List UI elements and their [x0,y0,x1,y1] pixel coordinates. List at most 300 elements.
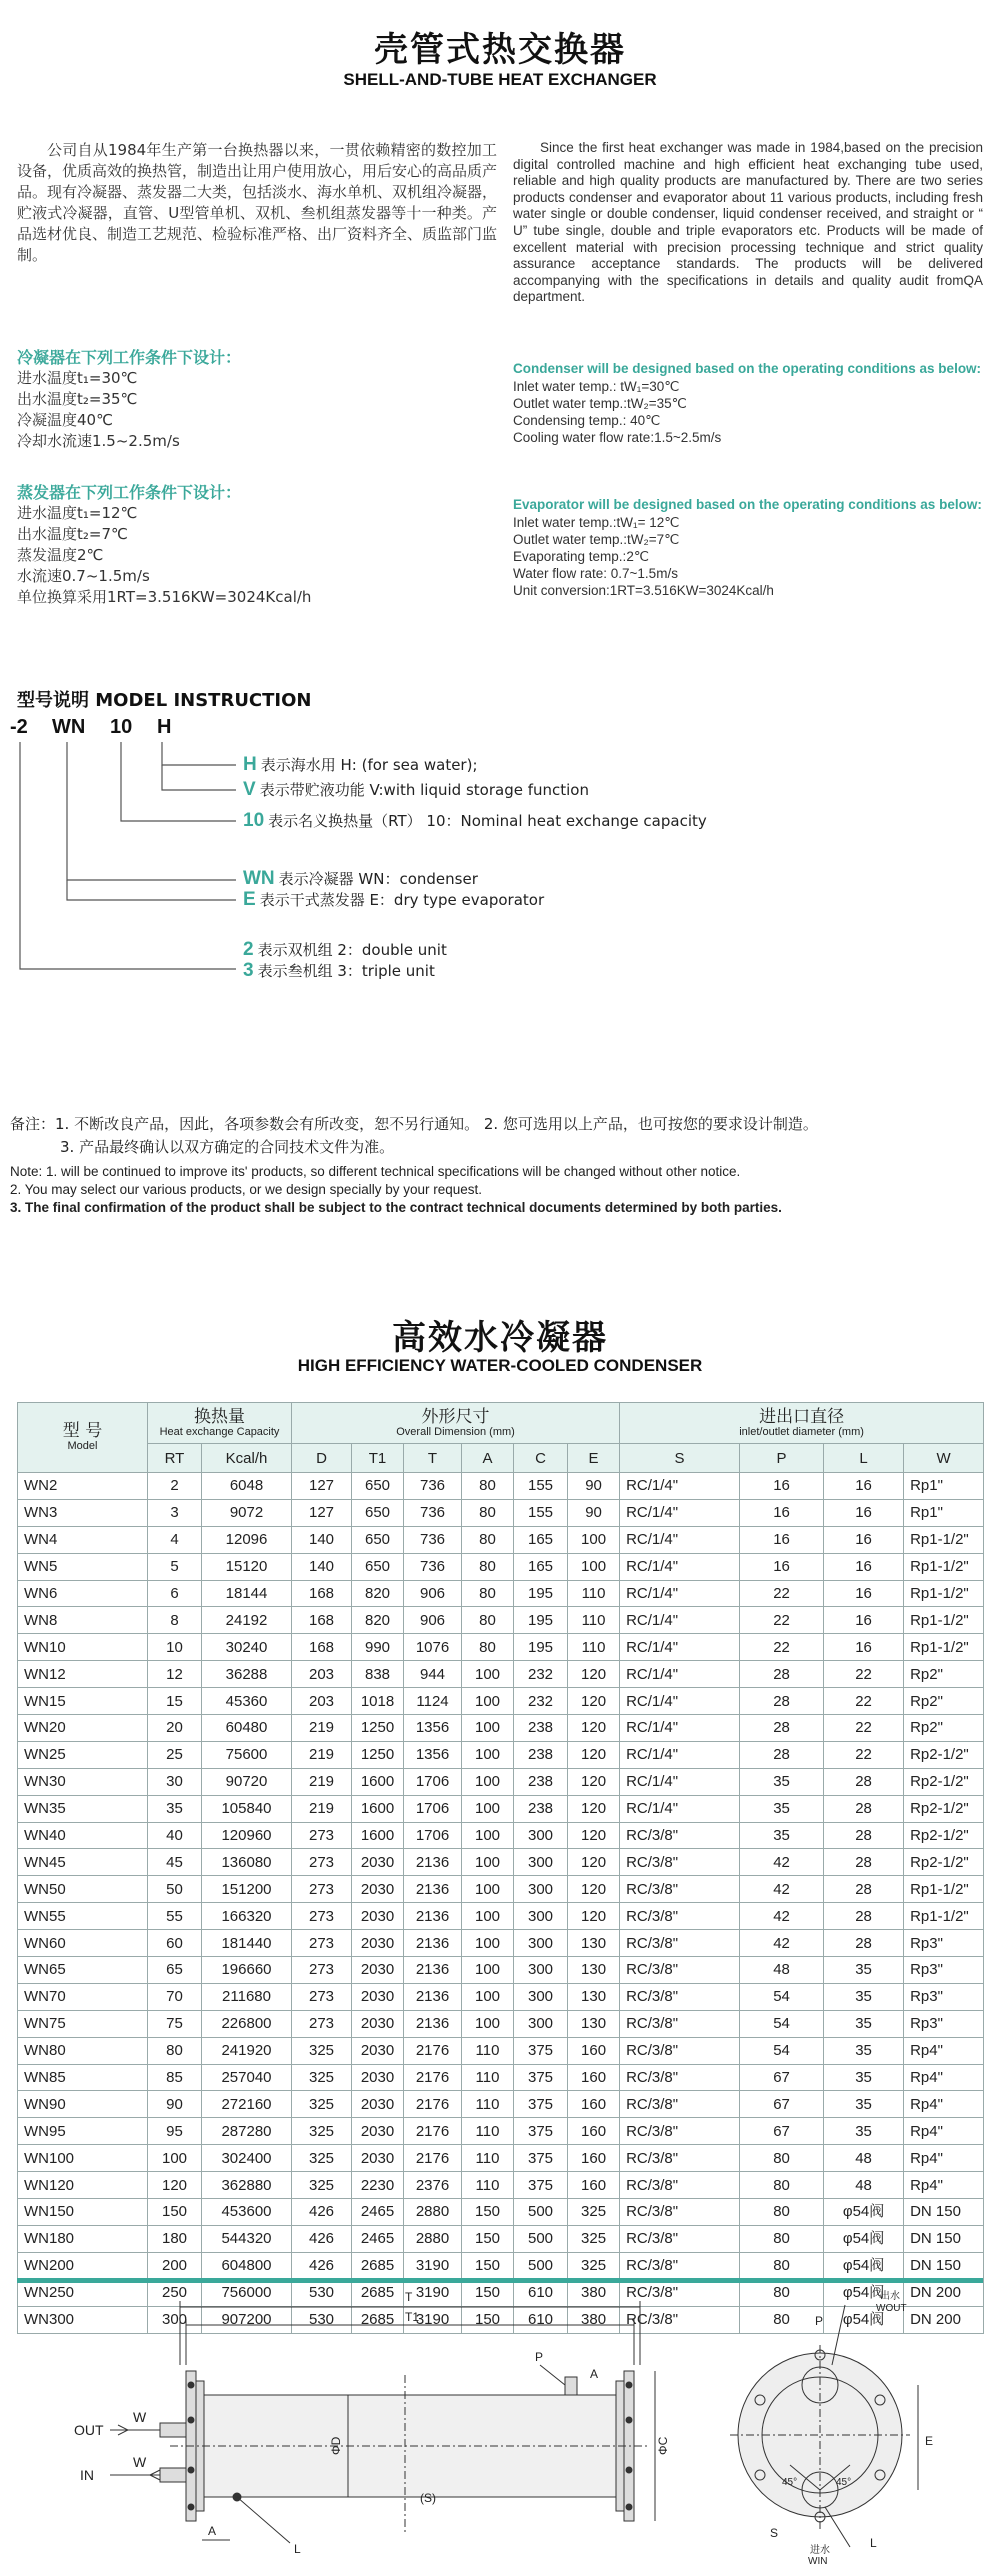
end-label-in-en: WIN [808,2556,828,2566]
out-label: OUT [74,2422,104,2438]
model-cell: WN85 [18,2064,148,2091]
legend-text: 表示冷凝器 WN：condenser [278,870,478,888]
table-cell: 80 [462,1473,514,1500]
model-cell: WN300 [18,2306,148,2333]
table-cell: DN 150 [904,2225,984,2252]
table-cell: 2376 [404,2172,462,2199]
table-cell: 238 [514,1741,568,1768]
table-cell: 226800 [202,2010,292,2037]
table-cell: 130 [568,1957,620,1984]
table-cell: Rp3" [904,1957,984,1984]
table-cell: 127 [292,1473,352,1500]
condition-line: Inlet water temp.: tW₁=30℃ [513,379,680,394]
table-cell: 100 [462,1903,514,1930]
table-cell: 736 [404,1526,462,1553]
table-cell: 375 [514,2037,568,2064]
table-cell: 9072 [202,1499,292,1526]
column-header: T1 [352,1444,404,1473]
table-cell: 2176 [404,2145,462,2172]
table-cell: RC/3/8" [620,2252,740,2279]
header-model-cn: 型 号 [62,1421,103,1441]
table-cell: RC/1/4" [620,1715,740,1742]
table-cell: 80 [740,2199,824,2226]
table-cell: RC/3/8" [620,1957,740,1984]
note-en-3: 3. The final confirmation of the product shall be subject to the contract technical documents determined by both parties. [10,1200,782,1215]
table-cell: RC/3/8" [620,1983,740,2010]
table-cell: 35 [740,1795,824,1822]
table-cell: 24192 [202,1607,292,1634]
column-header: A [462,1444,514,1473]
table-cell: 4 [148,1526,202,1553]
table-cell: 120 [568,1715,620,1742]
end-label-p: P [815,2314,824,2328]
column-header: C [514,1444,568,1473]
table-cell: 100 [462,1768,514,1795]
model-cell: WN25 [18,1741,148,1768]
model-cell: WN6 [18,1580,148,1607]
table-cell: 250 [148,2279,202,2306]
table-cell: 110 [568,1634,620,1661]
table-cell: 200 [148,2252,202,2279]
model-code-type: WN [52,716,86,738]
model-cell: WN200 [18,2252,148,2279]
table-cell: 12 [148,1661,202,1688]
table-cell: Rp2" [904,1688,984,1715]
table-cell: 195 [514,1607,568,1634]
end-label-angle-right: 45° [836,2477,852,2488]
table-cell: 375 [514,2145,568,2172]
table-cell: RC/1/4" [620,1607,740,1634]
table-cell: 500 [514,2199,568,2226]
table-cell: RC/3/8" [620,1930,740,1957]
table-cell: 100 [462,1688,514,1715]
model-cell: WN100 [18,2145,148,2172]
column-header: L [824,1444,904,1473]
table-cell: 2030 [352,2064,404,2091]
table-cell: Rp1-1/2" [904,1553,984,1580]
model-cell: WN4 [18,1526,148,1553]
table-cell: 67 [740,2064,824,2091]
table-cell: 155 [514,1473,568,1500]
table-row [18,1688,984,1715]
table-cell: RC/3/8" [620,2279,740,2306]
table-cell: 35 [824,2064,904,2091]
table-cell: 28 [824,1876,904,1903]
table-row [18,2225,984,2252]
table-cell: 2136 [404,1876,462,1903]
condition-line: Evaporating temp.:2℃ [513,549,649,564]
legend-key: 2 [243,939,254,960]
table-cell: Rp2-1/2" [904,1795,984,1822]
table-cell: 75600 [202,1741,292,1768]
table-cell: RC/3/8" [620,2172,740,2199]
table-cell: 2030 [352,1930,404,1957]
legend-key: V [243,779,256,800]
table-cell: 287280 [202,2118,292,2145]
legend-row-wn [243,868,478,890]
table-cell: 120 [568,1741,620,1768]
end-label-angle-left: 45° [782,2477,798,2488]
table-cell: 75 [148,2010,202,2037]
table-cell: 35 [740,1768,824,1795]
table-cell: Rp1" [904,1499,984,1526]
header-diameter-cn: 进出口直径 [759,1406,845,1427]
column-header: D [292,1444,352,1473]
table-cell: DN 150 [904,2252,984,2279]
table-cell: 90720 [202,1768,292,1795]
table-cell: 2030 [352,1903,404,1930]
table-cell: 302400 [202,2145,292,2172]
table-row [18,1715,984,1742]
table-cell: Rp1-1/2" [904,1903,984,1930]
table-cell: 3190 [404,2306,462,2333]
legend-text: 表示叁机组 3：triple unit [257,962,435,980]
table-cell: 16 [740,1526,824,1553]
note-en-2: 2. You may select our various products, or we design specially by your request. [10,1182,482,1197]
table-cell: 160 [568,2118,620,2145]
condition-line: 冷却水流速1.5~2.5m/s [17,432,180,450]
table-cell: 35 [824,2118,904,2145]
legend-row-triple [243,960,435,982]
table-cell: RC/1/4" [620,1795,740,1822]
table-cell: 219 [292,1715,352,1742]
table-cell: Rp4" [904,2145,984,2172]
table-cell: 1706 [404,1768,462,1795]
table-cell: 150 [462,2225,514,2252]
table-cell: RC/3/8" [620,2091,740,2118]
condition-line: Unit conversion:1RT=3.516KW=3024Kcal/h [513,583,774,598]
table-cell: Rp1-1/2" [904,1526,984,1553]
table-cell: Rp2-1/2" [904,1741,984,1768]
table-cell: Rp4" [904,2172,984,2199]
table-cell: 6 [148,1580,202,1607]
table-cell: 2465 [352,2225,404,2252]
section-title-en: HIGH EFFICIENCY WATER-COOLED CONDENSER [297,1356,703,1375]
table-cell: 2030 [352,2145,404,2172]
table-cell: 168 [292,1580,352,1607]
table-cell: 300 [514,1876,568,1903]
table-row [18,1661,984,1688]
table-cell: Rp3" [904,1983,984,2010]
table-cell: 325 [568,2252,620,2279]
table-cell: 120 [568,1795,620,1822]
table-cell: 820 [352,1607,404,1634]
table-cell: 530 [292,2279,352,2306]
table-row [18,2252,984,2279]
model-cell: WN10 [18,1634,148,1661]
table-cell: 325 [292,2118,352,2145]
table-cell: 2230 [352,2172,404,2199]
table-cell: 257040 [202,2064,292,2091]
evaporator-conditions-cn [17,480,311,608]
note-en-1: Note: 1. will be continued to improve its' products, so different technical specifications will be changed without other notice. [10,1164,741,1179]
model-cell: WN180 [18,2225,148,2252]
model-cell: WN30 [18,1768,148,1795]
table-row [18,1983,984,2010]
table-cell: Rp4" [904,2118,984,2145]
table-cell: 15120 [202,1553,292,1580]
table-cell: 380 [568,2279,620,2306]
table-cell: 325 [292,2172,352,2199]
table-row [18,2145,984,2172]
dim-label-d: ΦD [329,2436,343,2455]
table-cell: 650 [352,1526,404,1553]
legend-text: 表示海水用 H: (for sea water); [260,756,478,774]
end-label-l: L [870,2536,877,2550]
condenser-conditions-cn [17,345,241,452]
table-cell: 35 [824,2037,904,2064]
condenser-diagram [0,2285,1000,2566]
note-cn-1: 备注：1. 不断改良产品，因此，各项参数会有所改变，恕不另行通知。 2. 您可选用以上产品，也可按您的要求设计制造。 [10,1115,818,1133]
table-cell: 6048 [202,1473,292,1500]
table-cell: 90 [568,1473,620,1500]
table-cell: 80 [462,1553,514,1580]
table-cell: 180 [148,2225,202,2252]
dim-label-s: (S) [420,2491,436,2505]
column-header: P [740,1444,824,1473]
w-label-out: W [133,2409,147,2425]
model-leader-lines [0,740,260,980]
dim-label-l: L [294,2542,301,2556]
table-row [18,1795,984,1822]
evaporator-conditions-en [513,496,983,599]
table-cell: 2030 [352,1849,404,1876]
end-label-s: S [770,2526,779,2540]
end-label-out-en: WOUT [876,2303,907,2314]
table-cell: 16 [740,1499,824,1526]
table-cell: 2136 [404,2010,462,2037]
table-cell: RC/1/4" [620,1634,740,1661]
table-cell: 241920 [202,2037,292,2064]
table-cell: 1356 [404,1741,462,1768]
end-label-out-cn: 出水 [880,2291,900,2302]
table-cell: 544320 [202,2225,292,2252]
condenser-heading-cn: 冷凝器在下列工作条件下设计： [17,348,242,367]
table-cell: RC/1/4" [620,1768,740,1795]
table-cell: Rp4" [904,2037,984,2064]
table-cell: 67 [740,2091,824,2118]
table-cell: 16 [824,1553,904,1580]
section-title-cn: 高效水冷凝器 [392,1318,608,1358]
table-cell: 100 [462,1876,514,1903]
table-cell: 168 [292,1634,352,1661]
table-cell: 120 [568,1688,620,1715]
table-cell: 3190 [404,2252,462,2279]
condition-line: Outlet water temp.:tW₂=7℃ [513,532,680,547]
table-cell: 28 [824,1930,904,1957]
condenser-conditions-en [513,360,983,446]
table-cell: 272160 [202,2091,292,2118]
spec-table [17,1402,984,2334]
table-cell: 1600 [352,1795,404,1822]
table-cell: 55 [148,1903,202,1930]
table-cell: 25 [148,1741,202,1768]
table-cell: 325 [292,2037,352,2064]
table-cell: RC/1/4" [620,1661,740,1688]
table-cell: 35 [824,2010,904,2037]
condition-line: Cooling water flow rate:1.5~2.5m/s [513,430,722,445]
intro-cn: 公司自从1984年生产第一台换热器以来，一贯依赖精密的数控加工设备，优质高效的换热管，制造出让用户使用放心，用后安心的高品质产品。现有冷凝器、蒸发器二大类，包括淡水、海水单机、双机组冷凝器，贮液式冷凝器，直管、U型管单机、双机、叁机组蒸发器等十一种类。产品选材优良、制造工艺规范、检验标准严格、出厂资料齐全、质监部门监制。 [17,141,498,264]
table-cell: 100 [462,1715,514,1742]
table-cell: 80 [740,2306,824,2333]
legend-key: WN [243,868,275,889]
table-cell: 8 [148,1607,202,1634]
table-cell: 2136 [404,1930,462,1957]
table-cell: 203 [292,1661,352,1688]
diagram-lines [110,2301,918,2547]
end-label-e: E [925,2434,934,2448]
table-cell: 130 [568,1983,620,2010]
table-cell: 2 [148,1473,202,1500]
table-cell: 80 [740,2252,824,2279]
table-cell: Rp2" [904,1661,984,1688]
table-cell: 45360 [202,1688,292,1715]
table-cell: 110 [568,1580,620,1607]
table-row [18,1473,984,1500]
table-cell: RC/3/8" [620,1903,740,1930]
table-cell: 160 [568,2064,620,2091]
table-cell: 28 [740,1741,824,1768]
table-cell: 375 [514,2118,568,2145]
table-cell: 203 [292,1688,352,1715]
table-cell: 1600 [352,1822,404,1849]
table-cell: 70 [148,1983,202,2010]
table-cell: Rp1-1/2" [904,1634,984,1661]
table-cell: 325 [292,2091,352,2118]
table-cell: 30240 [202,1634,292,1661]
table-cell: 28 [740,1661,824,1688]
table-cell: 16 [740,1473,824,1500]
header-capacity [148,1403,292,1444]
model-cell: WN8 [18,1607,148,1634]
table-cell: 196660 [202,1957,292,1984]
table-cell: 150 [462,2252,514,2279]
table-cell: 426 [292,2199,352,2226]
table-cell: 2030 [352,2010,404,2037]
table-cell: RC/1/4" [620,1499,740,1526]
table-cell: 100 [568,1526,620,1553]
table-cell: 100 [462,1661,514,1688]
table-cell: 820 [352,1580,404,1607]
header-diameter-en: inlet/outlet diameter (mm) [739,1425,864,1438]
table-cell: 2880 [404,2199,462,2226]
table-row [18,2064,984,2091]
table-cell: RC/3/8" [620,2037,740,2064]
table-cell: 100 [462,1741,514,1768]
evaporator-heading-cn: 蒸发器在下列工作条件下设计： [17,483,242,502]
header-dimension-en: Overall Dimension (mm) [396,1425,515,1438]
header-model [18,1403,148,1473]
table-cell: Rp2" [904,1715,984,1742]
table-cell: 2880 [404,2225,462,2252]
table-cell: 110 [462,2037,514,2064]
table-cell: 90 [568,1499,620,1526]
table-cell: 219 [292,1741,352,1768]
condition-line: Inlet water temp.:tW₁= 12℃ [513,515,680,530]
column-header: Kcal/h [202,1444,292,1473]
table-cell: 151200 [202,1876,292,1903]
table-cell: Rp1-1/2" [904,1607,984,1634]
table-cell: 15 [148,1688,202,1715]
table-cell: Rp1" [904,1473,984,1500]
table-cell: 10 [148,1634,202,1661]
model-code-suffix: H [157,716,172,738]
table-cell: 60480 [202,1715,292,1742]
table-cell: 426 [292,2252,352,2279]
table-cell: 2685 [352,2252,404,2279]
table-cell: 40 [148,1822,202,1849]
table-cell: 195 [514,1580,568,1607]
table-cell: 100 [462,1822,514,1849]
table-cell: DN 200 [904,2306,984,2333]
table-cell: Rp2-1/2" [904,1822,984,1849]
table-row [18,1876,984,1903]
table-cell: Rp2-1/2" [904,1849,984,1876]
table-cell: 906 [404,1607,462,1634]
table-cell: 380 [568,2306,620,2333]
condition-line: 进水温度t₁=30℃ [17,369,138,387]
table-cell: 90 [148,2091,202,2118]
table-cell: 1124 [404,1688,462,1715]
legend-key: 3 [243,960,254,981]
header-dimension [292,1403,620,1444]
table-cell: 28 [740,1715,824,1742]
table-row [18,1580,984,1607]
table-cell: 2685 [352,2306,404,2333]
header-dimension-cn: 外形尺寸 [421,1406,490,1427]
table-cell: 2030 [352,1983,404,2010]
table-cell: 16 [824,1607,904,1634]
table-cell: 80 [462,1526,514,1553]
table-cell: 838 [352,1661,404,1688]
table-cell: 160 [568,2172,620,2199]
model-cell: WN20 [18,1715,148,1742]
legend-key: 10 [243,810,265,831]
table-cell: 12096 [202,1526,292,1553]
table-cell: 604800 [202,2252,292,2279]
table-cell: 120 [568,1661,620,1688]
table-cell: 150 [148,2199,202,2226]
table-cell: Rp2-1/2" [904,1768,984,1795]
dim-label-t1: T1 [405,2310,420,2324]
table-cell: 944 [404,1661,462,1688]
table-cell: RC/1/4" [620,1741,740,1768]
table-cell: 756000 [202,2279,292,2306]
table-cell: 273 [292,1849,352,1876]
legend-row-capacity [243,810,707,832]
in-label: IN [80,2467,94,2483]
table-cell: RC/1/4" [620,1526,740,1553]
table-cell: 232 [514,1688,568,1715]
table-cell: 2136 [404,1957,462,1984]
table-cell: RC/3/8" [620,1876,740,1903]
condenser-heading-en: Condenser will be designed based on the operating conditions as below: [513,361,982,376]
model-cell: WN95 [18,2118,148,2145]
table-row [18,1849,984,1876]
table-cell: 100 [462,2010,514,2037]
table-cell: 736 [404,1553,462,1580]
table-row [18,2091,984,2118]
table-cell: 80 [740,2279,824,2306]
column-header: E [568,1444,620,1473]
table-cell: 273 [292,1876,352,1903]
table-cell: 48 [824,2145,904,2172]
table-cell: 650 [352,1499,404,1526]
table-cell: Rp1-1/2" [904,1580,984,1607]
table-cell: 80 [148,2037,202,2064]
note-cn-2: 3. 产品最终确认以双方确定的合同技术文件为准。 [60,1138,395,1156]
table-cell: 325 [292,2064,352,2091]
